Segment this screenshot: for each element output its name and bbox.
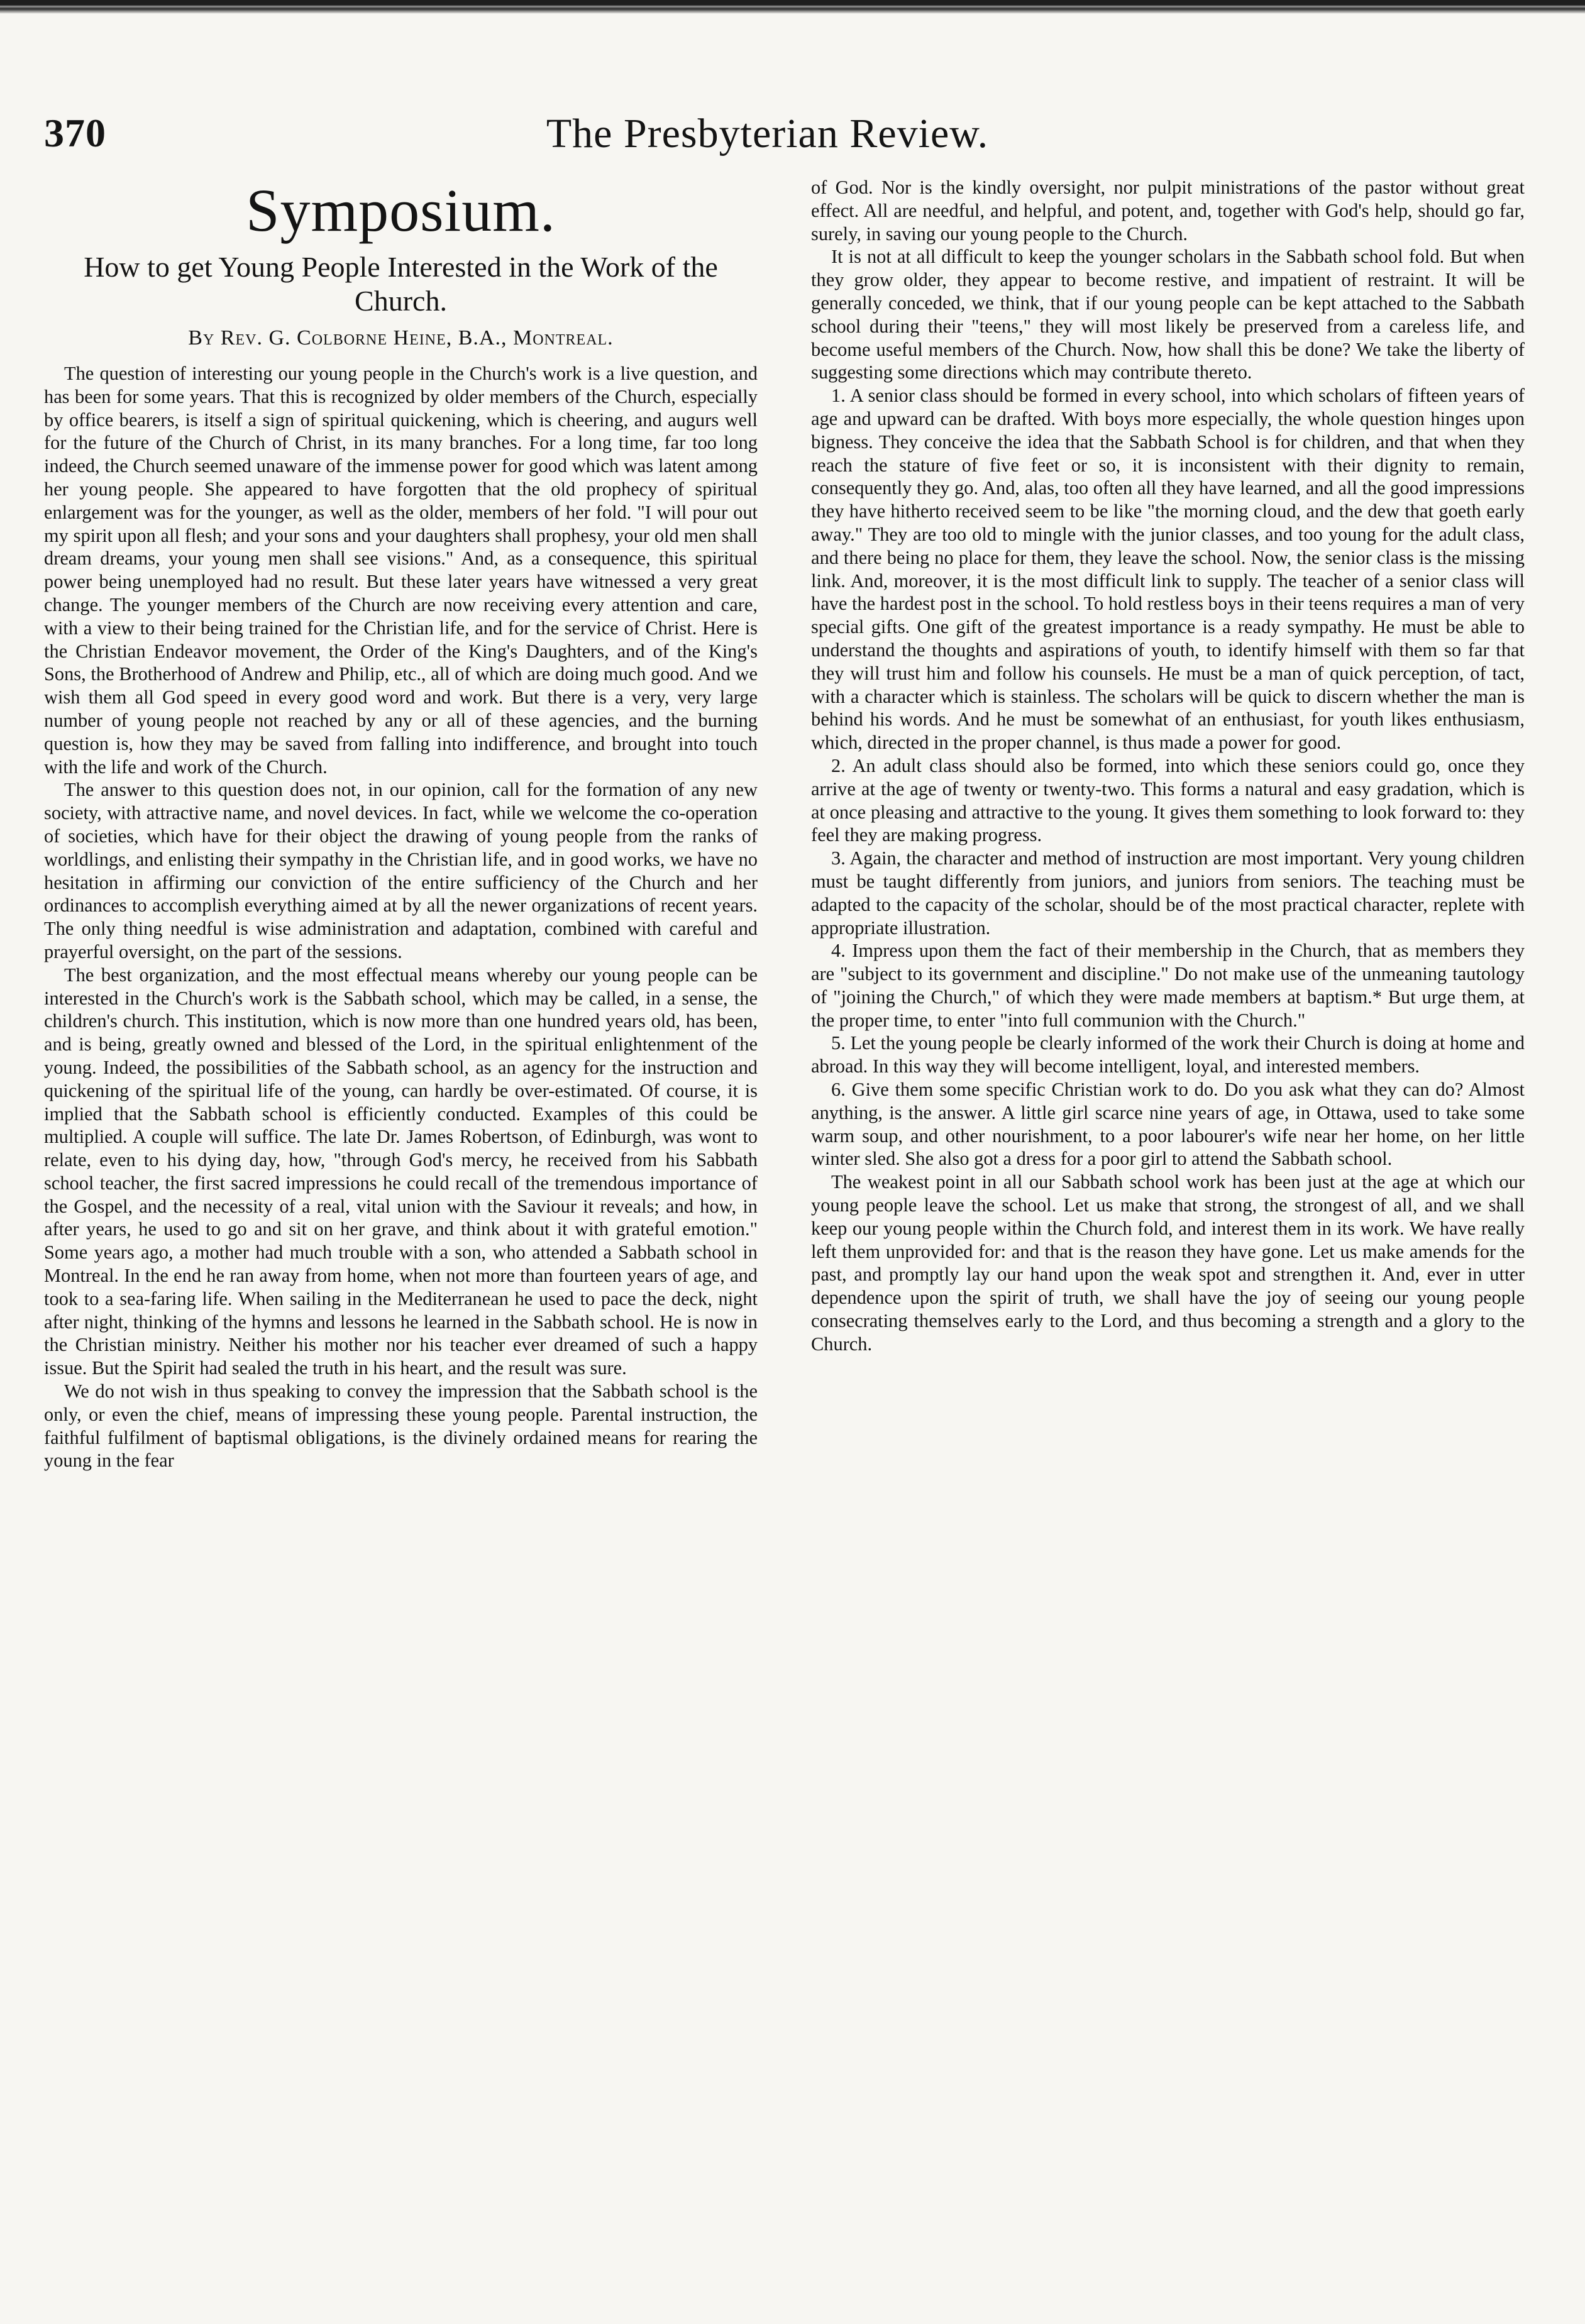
paragraph: The answer to this question does not, in our opinion, call for the formation of any new society, with attractive name, and novel devices. In fact, while we welcome the co-operation of societies, which have for their object the drawing of young people from the ranks of worldlings, and enlisting their sympathy in the Christian life, and in good works, we have no hesitation in affirming our conviction of the entire sufficiency of the Church and her ordinances to accomplish everything aimed at by all the newer organizations of recent years. The only thing needful is wise administration and adaptation, combined with careful and prayerful oversight, on the part of the sessions. — [44, 779, 758, 962]
paragraph: The weakest point in all our Sabbath school work has been just at the age at which our young people leave the school. Let us make that strong, the strongest of all, and we shall keep our young people within the Church fold, and interest them in its work. We have really left them unprovided for: and that is the reason they have gone. Let us make amends for the past, and promptly lay our hand upon the weak spot and strengthen it. And, ever in utter dependence upon the spirit of truth, we shall have the joy of seeing our young people consecrating themselves early to the Lord, and thus becoming a strength and a glory to the Church. — [811, 1171, 1525, 1355]
top-border-rule — [0, 0, 1585, 14]
paragraph: The best organization, and the most effectual means whereby our young people can be interested in the Church's work is the Sabbath school, which may be called, in a sense, the children's church. This institution, which is now more than one hundred years old, has been, and is being, greatly owned and blessed of the Lord, in the spiritual enlightenment of the young. Indeed, the possibilities of the Sabbath school, as an agency for the instruction and quickening of the spiritual life of the young, can hardly be over-estimated. Of course, it is implied that the Sabbath school is efficiently conducted. Examples of this could be multiplied. A couple will suffice. The late Dr. James Robertson, of Edinburgh, was wont to relate, even to his dying day, how, "through God's mercy, he received from his Sabbath school teacher, the first sacred impressions he could recall of the tremendous importance of the Gospel, and the necessity of a real, vital union with the Saviour it reveals; and how, in after years, he used to go and sit on her grave, and think about it with grateful emotion." Some years ago, a mother had much trouble with a son, who attended a Sabbath school in Montreal. In the end he ran away from home, when not more than fourteen years of age, and took to a sea-faring life. When sailing in the Mediterranean he used to pace the deck, night after night, thinking of the hymns and lessons he learned in the Sabbath school. He is now in the Christian ministry. Neither his mother nor his teacher ever dreamed of such a happy issue. But the Spirit had sealed the truth in his heart, and the result was sure. — [44, 964, 758, 1379]
journal-title: The Presbyterian Review. — [546, 111, 989, 157]
paragraph: 6. Give them some specific Christian work to do. Do you ask what they can do? Almost anything, is the answer. A little girl scarce nine years of age, in Ottawa, used to take some warm soup, and other nourishment, to a poor labourer's wife near her home, on her little winter sled. She also got a dress for a poor girl to attend the Sabbath school. — [811, 1079, 1525, 1170]
paragraph: 5. Let the young people be clearly informed of the work their Church is doing at home and abroad. In this way they will become intelligent, loyal, and interested members. — [811, 1032, 1525, 1077]
article-subtitle: How to get Young People Interested in the Work of the Church. — [84, 251, 718, 317]
paragraph: of God. Nor is the kindly oversight, nor pulpit ministrations of the pastor without great effect. All are needful, and helpful, and potent, and, together with God's help, should go far, surely, in saving our young people to the Church. — [811, 177, 1525, 245]
article-title: Symposium. — [246, 177, 556, 244]
left-column — [44, 176, 758, 2263]
article-byline: By Rev. G. Colborne Heine, B.A., Montreal. — [188, 326, 614, 350]
paragraph: It is not at all difficult to keep the younger scholars in the Sabbath school fold. But when they grow older, they appear to become restive, and impatient of restraint. It will be generally conceded, we think, that if our young people can be kept attached to the Sabbath school during their "teens," they will most likely be preserved from a careless life, and become useful members of the Church. Now, how shall this be done? We take the liberty of suggesting some directions which may contribute thereto. — [811, 246, 1525, 383]
paragraph: 2. An adult class should also be formed, into which these seniors could go, once they arrive at the age of twenty or twenty-two. This forms a natural and easy gradation, which is at once pleasing and attractive to the young. It gives them something to look forward to: they feel they are making progress. — [811, 754, 1525, 846]
paragraph: 1. A senior class should be formed in every school, into which scholars of fifteen years of age and upward can be drafted. With boys more especially, the whole question hinges upon bigness. They conceive the idea that the Sabbath School is for children, and that when they reach the stature of five feet or so, it is inconsistent with their dignity to remain, consequently they go. And, alas, too often all they have learned, and all the good impressions they have hitherto received seem to be like "the morning cloud, and the dew that goeth early away." They are too old to mingle with the junior classes, and too young for the adult class, and there being no place for them, they leave the school. Now, the senior class is the missing link. And, moreover, it is the most difficult link to supply. The teacher of a senior class will have the hardest post in the school. To hold restless boys in their teens requires a man of very special gifts. One gift of the greatest importance is a ready sympathy. He must be able to understand the thoughts and aspirations of youth, to identify himself with them so far that they will trust him and follow his counsels. He must be a man of quick perception, of tact, with a character which is stainless. The scholars will be quick to discern whether the man is behind his words. And he must be somewhat of an enthusiast, for youth likes enthusiasm, which, directed in the proper channel, is thus made a power for good. — [811, 385, 1525, 754]
paragraph: 4. Impress upon them the fact of their membership in the Church, that as members they are "subject to its government and discipline." Do not make use of the unmeaning tautology of "joining the Church," of which they were made members at baptism.* But urge them, at the proper time, to enter "into full communion with the Church." — [811, 940, 1525, 1031]
paragraph: We do not wish in thus speaking to convey the impression that the Sabbath school is the only, or even the chief, means of impressing these young people. Parental instruction, the faithful fulfilment of baptismal obligations, is the divinely ordained means for rearing the young in the fear — [44, 1380, 758, 1472]
page-number: 370 — [44, 111, 106, 155]
paragraph: The question of interesting our young people in the Church's work is a live question, and has been for some years. That this is recognized by older members of the Church, especially by office bearers, is itself a sign of spiritual quickening, which is cheering, and augurs well for the future of the Church of Christ, in its many branches. For a long time, far too long indeed, the Church seemed unaware of the immense power for good which was latent among her young people. She appeared to have forgotten that the old prophecy of spiritual enlargement was for the younger, as well as the older, members of her fold. "I will pour out my spirit upon all flesh; and your sons and your daughters shall prophesy, your old men shall dream dreams, your young men shall see visions." And, as a consequence, this spiritual power being unemployed had no result. But these later years have witnessed a very great change. The younger members of the Church are now receiving every attention and care, with a view to their being trained for the Christian life, and for the service of Christ. Here is the Christian Endeavor movement, the Order of the King's Daughters, and of the King's Sons, the Brotherhood of Andrew and Philip, etc., all of which are doing much good. And we wish them all God speed in every good word and work. But there is a very, very large number of young people not reached by any or all of these agencies, and the burning question is, how they may be saved from falling into indifference, and brought into touch with the life and work of the Church. — [44, 363, 758, 778]
paragraph: 3. Again, the character and method of instruction are most important. Very young children must be taught differently from juniors, and juniors from seniors. The teaching must be adapted to the capacity of the scholar, should be of the most practical character, replete with appropriate illustration. — [811, 847, 1525, 939]
page-header — [44, 110, 1491, 167]
right-column — [811, 176, 1525, 2263]
